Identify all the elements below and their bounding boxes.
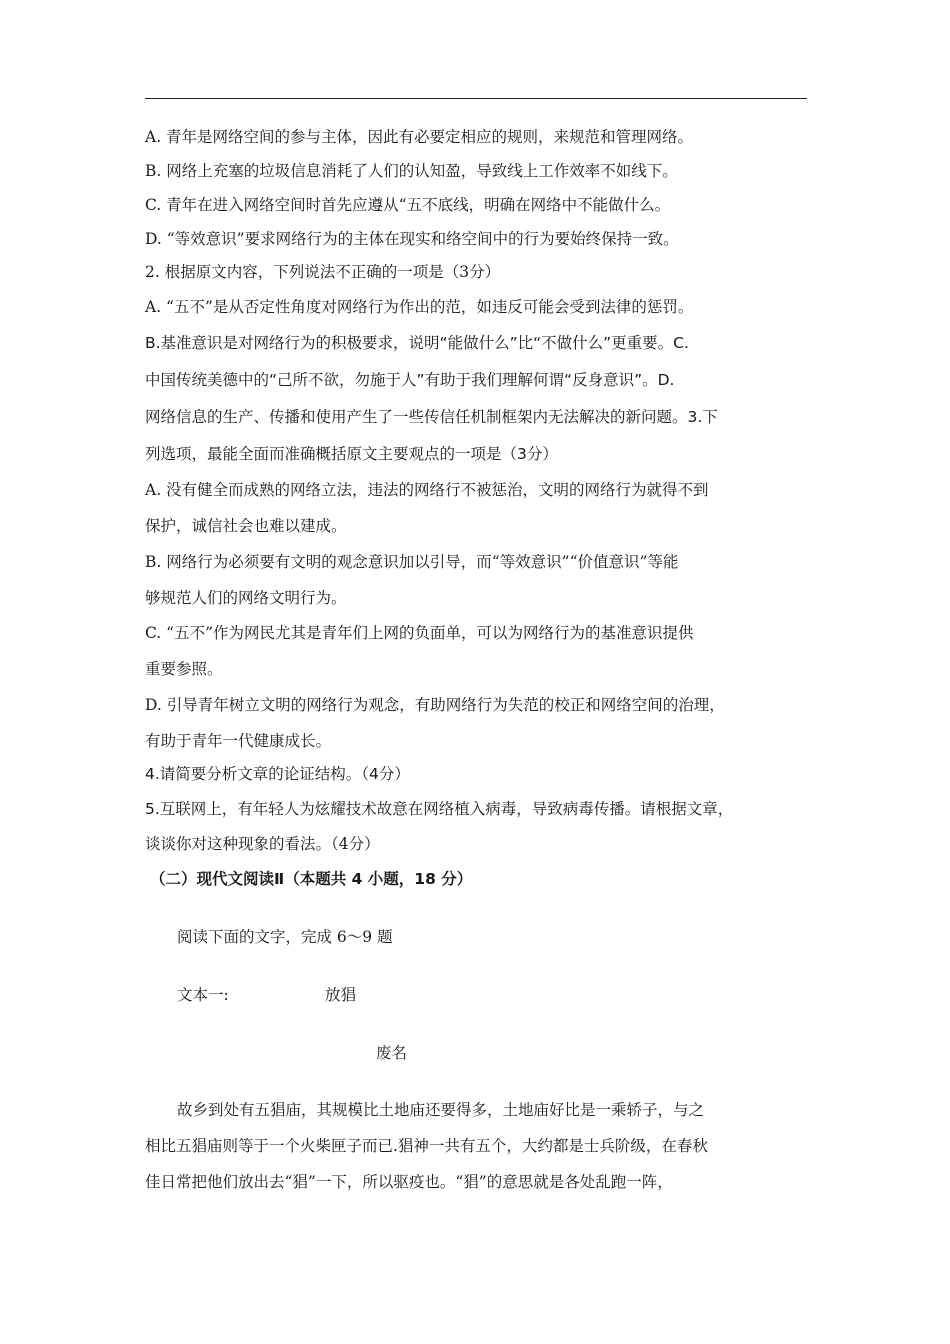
body-paragraph-line: 佳日常把他们放出去“猖”一下，所以驱疫也。“猖”的意思就是各处乱跑一阵，: [145, 1173, 673, 1191]
question-4: 4.请简要分析文章的论证结构。（4分）: [145, 765, 410, 783]
reading-instruction: 阅读下面的文字，完成 6～9 题: [177, 928, 393, 946]
question-2: 2. 根据原文内容，下列说法不正确的一项是（3分）: [145, 263, 501, 281]
article-title: 放猖: [325, 986, 357, 1004]
q3-option-a-cont: 保护，诚信社会也难以建成。: [145, 517, 347, 535]
q2-option-a: A. “五不”是从否定性角度对网络行为作出的范，如违反可能会受到法律的惩罚。: [145, 298, 694, 316]
section-heading: （二）现代文阅读Ⅱ（本题共 4 小题，18 分）: [150, 870, 473, 888]
article-author: 废名: [376, 1044, 408, 1062]
q2-option-c: 中国传统美德中的“己所不欲，勿施于人”有助于我们理解何谓“反身意识”。D.: [145, 371, 675, 389]
option-c-line: C. 青年在进入网络空间时首先应遵从“五不底线，明确在网络中不能做什么。: [145, 196, 671, 214]
body-paragraph-line: 故乡到处有五猖庙，其规模比土地庙还要得多，土地庙好比是一乘轿子，与之: [177, 1101, 705, 1119]
q2-option-b: B.基准意识是对网络行为的积极要求，说明“能做什么”比“不做什么”更重要。C.: [145, 334, 689, 352]
option-a-line: A. 青年是网络空间的参与主体，因此有必要定相应的规则，来规范和管理网络。: [145, 128, 694, 146]
q3-option-b: B. 网络行为必须要有文明的观念意识加以引导，而“等效意识”“价值意识”等能: [145, 553, 679, 571]
option-d-line: D. “等效意识”要求网络行为的主体在现实和络空间中的行为要始终保持一致。: [145, 230, 679, 248]
option-b-line: B. 网络上充塞的垃圾信息消耗了人们的认知盈，导致线上工作效率不如线下。: [145, 162, 678, 180]
body-paragraph-line: 相比五猖庙则等于一个火柴匣子而已.猖神一共有五个，大约都是士兵阶级，在春秋: [145, 1137, 708, 1155]
q3-option-a: A. 没有健全而成熟的网络立法，违法的网络行不被惩治，文明的网络行为就得不到: [145, 481, 709, 499]
text-label: 文本一:: [177, 986, 229, 1004]
q3-option-c-cont: 重要参照。: [145, 660, 223, 678]
q3-option-b-cont: 够规范人们的网络文明行为。: [145, 589, 347, 607]
question-5-cont: 谈谈你对这种现象的看法。（4分）: [145, 835, 380, 853]
q3-option-d-cont: 有助于青年一代健康成长。: [145, 732, 332, 750]
question-5: 5.互联网上，有年轻人为炫耀技术故意在网络植入病毒，导致病毒传播。请根据文章，: [145, 800, 734, 818]
question-3: 列选项，最能全面而准确概括原文主要观点的一项是（3分）: [145, 445, 558, 463]
header-rule: [145, 98, 807, 99]
q3-option-d: D. 引导青年树立文明的网络行为观念，有助网络行为失范的校正和网络空间的治理，: [145, 696, 725, 714]
q3-option-c: C. “五不”作为网民尤其是青年们上网的负面单，可以为网络行为的基准意识提供: [145, 624, 694, 642]
q2-option-d: 网络信息的生产、传播和使用产生了一些传信任机制框架内无法解决的新问题。3.下: [145, 408, 718, 426]
